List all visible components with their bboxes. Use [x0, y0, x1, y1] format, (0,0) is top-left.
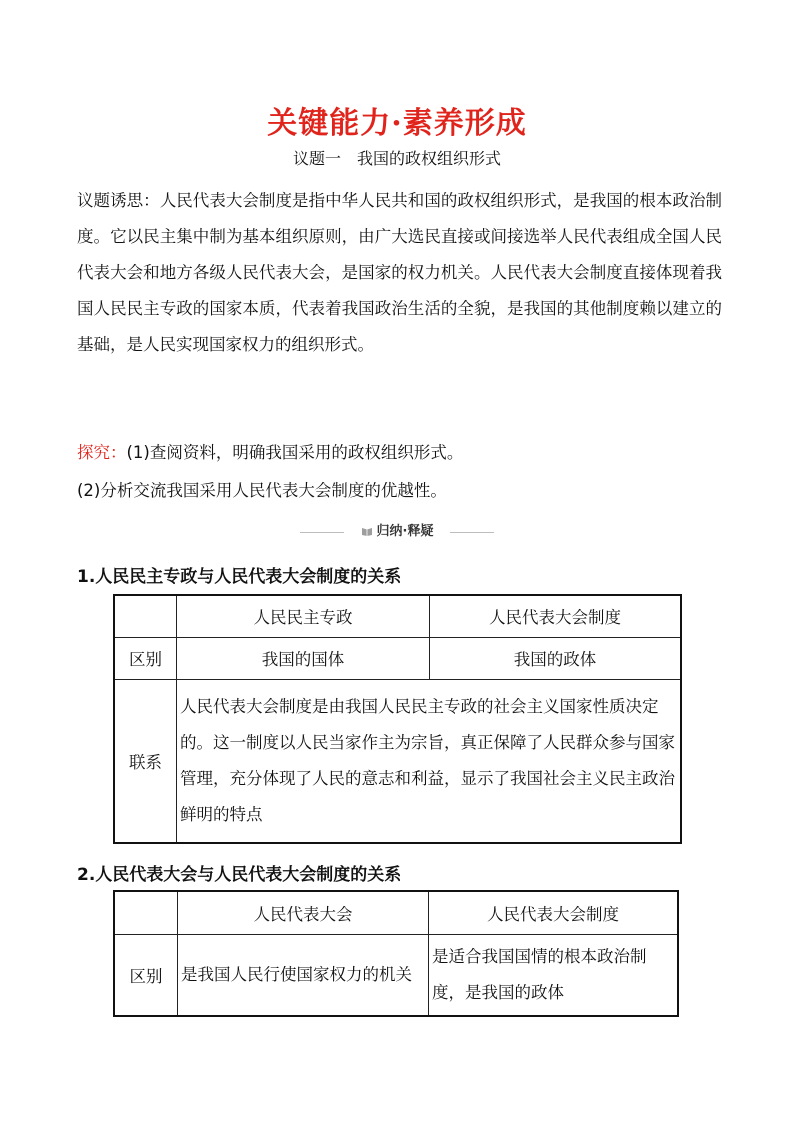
intro-paragraph: 议题诱思：人民代表大会制度是指中华人民共和国的政权组织形式，是我国的根本政治制度。它以民主集中制为基本组织原则，由广大选民直接或间接选举人民代表组成全国人民代表大会和地方各级人民代表大会，是国家的权力机关。人民代表大会制度直接体现着我国人民民主专政的国家本质，代表着我国政治生活的全貌，是我国的其他制度赖以建立的基础，是人民实现国家权力的组织形式。	[77, 191, 722, 354]
table-row	[114, 637, 681, 679]
relation-table-2	[113, 890, 679, 1017]
row-label-cell: 联系	[114, 679, 177, 843]
section2-heading: 2.人民代表大会与人民代表大会制度的关系	[77, 865, 402, 885]
banner-center	[344, 522, 450, 542]
relation-table-1	[113, 594, 682, 844]
table-cell: 我国的国体	[177, 637, 430, 679]
table-header-cell: 人民代表大会制度	[430, 595, 682, 637]
table-cell-merged: 人民代表大会制度是由我国人民民主专政的社会主义国家性质决定的。这一制度以人民当家作主为宗旨，真正保障了人民群众参与国家管理，充分体现了人民的意志和利益，显示了我国社会主义民主政治鲜明的特点	[177, 679, 682, 843]
table-row	[114, 891, 678, 934]
topic-subtitle: 议题一 我国的政权组织形式	[292, 149, 501, 168]
table-row	[114, 595, 681, 637]
book-icon	[361, 527, 373, 536]
table-row	[114, 934, 678, 1016]
table-cell: 是适合我国国情的根本政治制度，是我国的政体	[429, 934, 679, 1016]
explore-question-1	[77, 435, 722, 471]
table-corner-cell	[114, 891, 178, 934]
explore-q1-text: (1)查阅资料，明确我国采用的政权组织形式。	[126, 443, 464, 462]
row-label-cell: 区别	[114, 934, 178, 1016]
table-header-cell: 人民代表大会	[178, 891, 429, 934]
page-title: 关键能力·素养形成	[267, 106, 527, 141]
table-corner-cell	[114, 595, 177, 637]
table-header-cell: 人民民主专政	[177, 595, 430, 637]
table-row	[114, 679, 681, 843]
table-cell: 我国的政体	[430, 637, 682, 679]
explore-label: 探究：	[77, 443, 127, 462]
row-label-cell: 区别	[114, 637, 177, 679]
banner-label: 归纳·释疑	[376, 524, 434, 539]
table-cell: 是我国人民行使国家权力的机关	[178, 934, 429, 1016]
banner-divider-left	[300, 532, 344, 533]
summary-banner	[0, 522, 794, 542]
section1-heading: 1.人民民主专政与人民代表大会制度的关系	[77, 567, 402, 587]
banner-divider-right	[450, 532, 494, 533]
explore-question-2: (2)分析交流我国采用人民代表大会制度的优越性。	[77, 481, 447, 500]
table-header-cell: 人民代表大会制度	[429, 891, 679, 934]
